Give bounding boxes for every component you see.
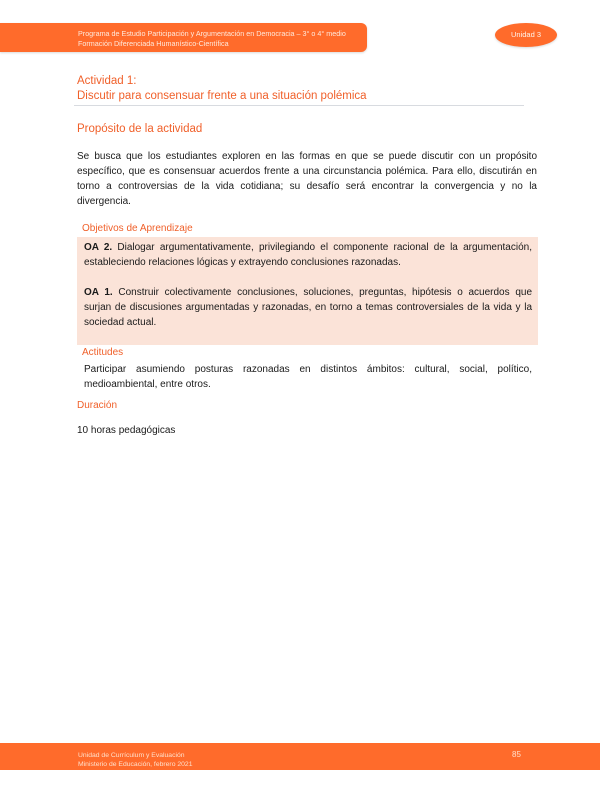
objective-oa1 (84, 285, 532, 330)
activity-number: Actividad 1: (77, 75, 137, 87)
attitudes-heading: Actitudes (82, 347, 124, 358)
duration-heading: Duración (77, 400, 118, 411)
objective-oa2 (84, 240, 532, 270)
title-divider (74, 105, 524, 106)
duration-text: 10 horas pedagógicas (77, 425, 176, 436)
objective-text: Construir colectivamente conclusiones, soluciones, preguntas, hipótesis o acuerdos que surjan de discusiones argumentadas y razonadas, en torno a temas controversiales de la vida y la sociedad actual. (84, 287, 533, 328)
activity-title-block (77, 74, 367, 104)
activity-title: Discutir para consensuar frente a una situación polémica (77, 90, 367, 102)
purpose-text: Se busca que los estudiantes exploren en las formas en que se puede discutir con un propósito específico, que es consensuar acuerdos frente a una circunstancia polémica. Para ello, discutirán en torno a controversias de la vida cotidiana; su desafío será encontrar la convergencia y no la divergencia. (77, 151, 537, 207)
objective-code: OA 1. (84, 287, 113, 298)
program-title: Programa de Estudio Participación y Argumentación en Democracia – 3° o 4° medio (78, 29, 346, 38)
attitudes-text: Participar asumiendo posturas razonadas en distintos ámbitos: cultural, social, político, medioambiental, entre otros. (84, 364, 532, 390)
page-number: 85 (512, 750, 521, 759)
footer-unit: Unidad de Currículum y Evaluación (78, 752, 185, 759)
objective-text: Dialogar argumentativamente, privilegiando el componente racional de la argumentación, estableciendo relaciones lógicas y extrayendo conclusiones razonadas. (84, 242, 532, 268)
objectives-heading: Objetivos de Aprendizaje (82, 223, 193, 234)
unit-badge: Unidad 3 (495, 23, 557, 47)
purpose-heading: Propósito de la actividad (77, 123, 203, 135)
footer-text (78, 751, 192, 769)
program-subtitle: Formación Diferenciada Humanístico-Científica (78, 38, 229, 48)
objective-code: OA 2. (84, 242, 113, 253)
header-text (78, 29, 346, 48)
footer-ministry: Ministerio de Educación, febrero 2021 (78, 761, 193, 768)
